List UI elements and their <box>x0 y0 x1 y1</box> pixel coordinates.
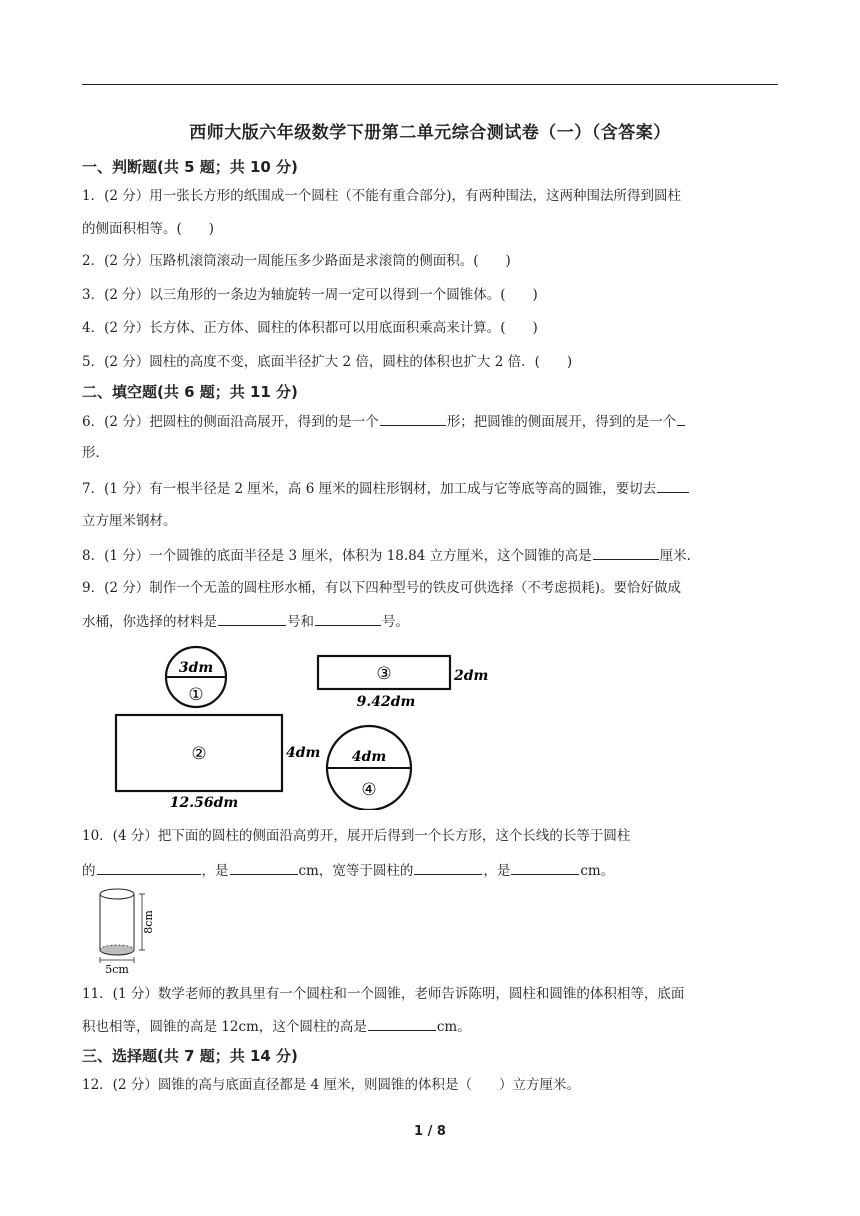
rect-3-width-label: 2dm <box>454 668 489 684</box>
rect-2-length-label: 12.56dm <box>169 795 239 810</box>
question-10-text-b: ，是 <box>201 863 229 879</box>
question-11-text-a: 积也相等，圆锥的高是 12cm，这个圆柱的高是 <box>82 1019 367 1035</box>
question-9-text-b: 号和 <box>287 614 314 630</box>
answer-blank[interactable] <box>511 860 579 875</box>
question-10-line-2 <box>82 860 614 881</box>
question-8-unit: 厘米. <box>659 548 691 564</box>
question-7-text: 7．(1 分）有一根半径是 2 厘米，高 6 厘米的圆柱形钢材，加工成与它等底等高的圆锥，要切去 <box>82 481 657 497</box>
header-rule <box>82 84 778 85</box>
rect-3-number: ③ <box>376 664 392 684</box>
answer-blank[interactable] <box>414 860 482 875</box>
answer-blank[interactable] <box>230 860 298 875</box>
question-4: 4．(2 分）长方体、正方体、圆柱的体积都可以用底面积乘高来计算。( ) <box>82 320 538 336</box>
cylinder-diameter-label: 5cm <box>105 963 129 976</box>
question-1-line-2: 的侧面积相等。( ) <box>82 221 215 237</box>
cylinder-height-label: 8cm <box>142 910 155 934</box>
question-12: 12．(2 分）圆锥的高与底面直径都是 4 厘米，则圆锥的体积是（ ）立方厘米。 <box>82 1077 580 1093</box>
circle-4-number: ④ <box>361 780 377 800</box>
circle-1-diameter-label: 3dm <box>178 660 214 676</box>
answer-blank[interactable] <box>380 411 446 426</box>
question-2: 2．(2 分）压路机滚筒滚动一周能压多少路面是求滚筒的侧面积。( ) <box>82 253 511 269</box>
circle-1-number: ① <box>188 685 204 705</box>
material-3-rectangle <box>318 656 488 710</box>
rect-2-width-label: 4dm <box>286 745 321 761</box>
material-2-rectangle <box>116 715 320 810</box>
answer-blank[interactable] <box>677 411 685 426</box>
answer-blank[interactable] <box>218 611 286 626</box>
question-5: 5．(2 分）圆柱的高度不变，底面半径扩大 2 倍，圆柱的体积也扩大 2 倍．( ) <box>82 354 573 370</box>
question-9-text-c: 号。 <box>382 614 409 630</box>
answer-blank[interactable] <box>593 545 659 560</box>
question-9-text-a: 水桶，你选择的材料是 <box>82 614 217 630</box>
question-1-line-1: 1．(2 分）用一张长方形的纸围成一个圆柱（不能有重合部分)，有两种围法，这两种围法所得到圆柱 <box>82 188 682 204</box>
answer-blank[interactable] <box>368 1016 436 1031</box>
material-4-circle <box>327 726 411 810</box>
question-10-text-c: cm，宽等于圆柱的 <box>298 863 414 879</box>
question-8 <box>82 545 691 566</box>
question-9-line-2 <box>82 611 409 632</box>
question-7-line-2: 立方厘米钢材。 <box>82 513 177 529</box>
answer-blank[interactable] <box>657 478 689 493</box>
rect-2-number: ② <box>191 744 207 764</box>
question-11-line-2 <box>82 1016 471 1037</box>
section-heading-fill-blank: 二、填空题(共 6 题；共 11 分) <box>82 383 298 401</box>
question-11-line-1: 11．(1 分）数学老师的教具里有一个圆柱和一个圆锥，老师告诉陈明，圆柱和圆锥的体积相等，底面 <box>82 986 685 1002</box>
question-10-cylinder-figure <box>92 884 162 976</box>
question-6-line-2: 形． <box>82 445 109 461</box>
answer-blank[interactable] <box>97 860 201 875</box>
question-10-text-e: cm。 <box>580 863 615 879</box>
question-10-line-1: 10．(4 分）把下面的圆柱的侧面沿高剪开，展开后得到一个长方形，这个长线的长等于圆柱 <box>82 828 631 844</box>
document-title: 西师大版六年级数学下册第二单元综合测试卷（一）（含答案） <box>189 123 671 143</box>
section-heading-multiple-choice: 三、选择题(共 7 题；共 14 分) <box>82 1047 298 1065</box>
question-6-text-a: 6．(2 分）把圆柱的侧面沿高展开，得到的是一个 <box>82 414 379 430</box>
rect-3-length-label: 9.42dm <box>356 694 416 710</box>
question-6-line-1 <box>82 411 686 432</box>
question-3: 3．(2 分）以三角形的一条边为轴旋转一周一定可以得到一个圆锥体。( ) <box>82 287 538 303</box>
page-number: 1 / 8 <box>414 1124 446 1139</box>
material-1-circle <box>166 647 226 707</box>
question-9-figure <box>110 645 510 810</box>
circle-4-diameter-label: 4dm <box>351 749 387 765</box>
question-10-text-d: ，是 <box>483 863 511 879</box>
section-heading-true-false: 一、判断题(共 5 题；共 10 分) <box>82 158 298 176</box>
question-9-line-1: 9．(2 分）制作一个无盖的圆柱形水桶，有以下四种型号的铁皮可供选择（不考虑损耗)。要恰好做成 <box>82 580 682 596</box>
question-11-text-b: cm。 <box>436 1019 471 1035</box>
question-8-text: 8．(1 分）一个圆锥的底面半径是 3 厘米，体积为 18.84 立方厘米，这个圆锥的高是 <box>82 548 592 564</box>
question-7-line-1 <box>82 478 690 499</box>
question-10-text-a: 的 <box>82 863 96 879</box>
question-6-text-b: 形；把圆锥的侧面展开，得到的是一个 <box>446 414 677 430</box>
answer-blank[interactable] <box>315 611 381 626</box>
